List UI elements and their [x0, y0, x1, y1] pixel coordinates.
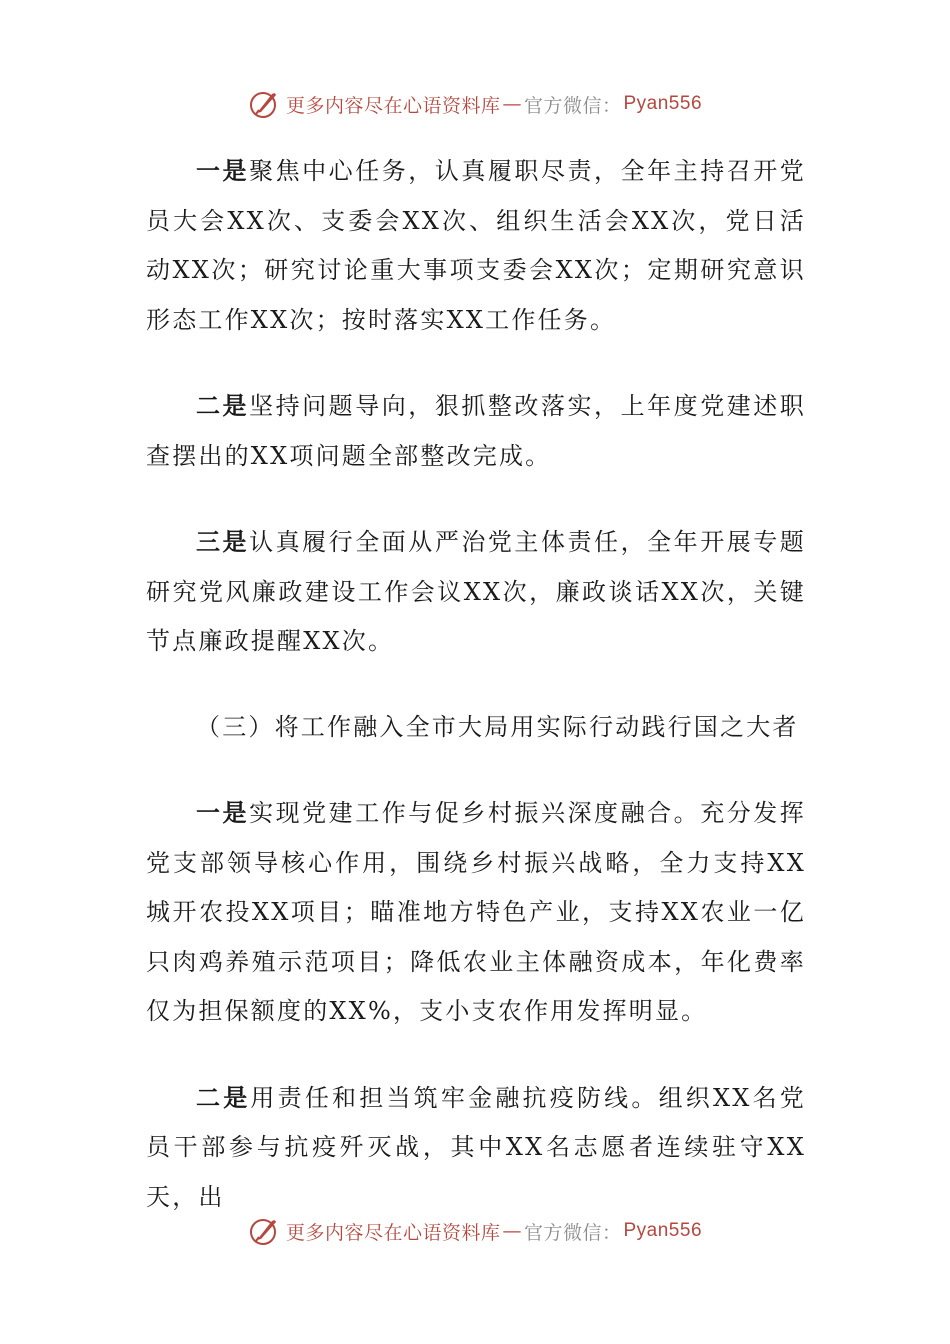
header-banner: [0, 84, 950, 124]
section-heading: [146, 703, 806, 753]
quill-logo-icon: [248, 88, 280, 120]
paragraph-2: [146, 381, 806, 481]
paragraph-text: 认真履行全面从严治党主体责任，全年开展专题研究党风廉政建设工作会议XX次，廉政谈话XX次，关键节点廉政提醒XX次。: [146, 528, 806, 655]
paragraph-text: 用责任和担当筑牢金融抗疫防线。组织XX名党员干部参与抗疫歼灭战，其中XX名志愿者连续驻守XX天，出: [146, 1083, 806, 1211]
banner-wechat-label: 官方微信：: [523, 1221, 622, 1244]
paragraph-3: [146, 517, 806, 667]
paragraph-text: 坚持问题导向，狠抓整改落实，上年度党建述职查摆出的XX项问题全部整改完成。: [146, 392, 806, 470]
paragraph-lead: 二是: [196, 391, 250, 420]
paragraph-lead: 一是: [196, 156, 250, 185]
banner-dash: —: [502, 93, 522, 115]
document-body: [146, 146, 806, 1222]
paragraph-5: [146, 1073, 806, 1223]
banner-brand: 更多内容尽在心语资料库: [285, 94, 501, 117]
paragraph-4: [146, 788, 806, 1037]
footer-banner: [0, 1211, 950, 1251]
banner-wechat-id: Pyan556: [623, 1220, 703, 1241]
paragraph-text: （三）将工作融入全市大局用实际行动践行国之大者: [196, 712, 799, 741]
banner-wechat-id: Pyan556: [623, 93, 703, 114]
banner-wechat-label: 官方微信：: [523, 94, 622, 117]
banner-brand: 更多内容尽在心语资料库: [285, 1221, 501, 1244]
banner-dash: —: [502, 1220, 522, 1242]
paragraph-text: 聚焦中心任务，认真履职尽责，全年主持召开党员大会XX次、支委会XX次、组织生活会XX次，党日活动XX次；研究讨论重大事项支委会XX次；定期研究意识形态工作XX次；按时落实XX工作任务。: [146, 157, 806, 334]
paragraph-text: 实现党建工作与促乡村振兴深度融合。充分发挥党支部领导核心作用，围绕乡村振兴战略，全力支持XX城开农投XX项目；瞄准地方特色产业，支持XX农业一亿只肉鸡养殖示范项目；降低农业主体融资成本，年化费率仅为担保额度的XX%，支小支农作用发挥明显。: [146, 799, 806, 1025]
paragraph-lead: 三是: [196, 527, 250, 556]
quill-logo-icon: [248, 1215, 280, 1247]
paragraph-lead: 二是: [196, 1082, 251, 1112]
paragraph-1: [146, 146, 806, 345]
paragraph-lead: 一是: [196, 798, 250, 827]
